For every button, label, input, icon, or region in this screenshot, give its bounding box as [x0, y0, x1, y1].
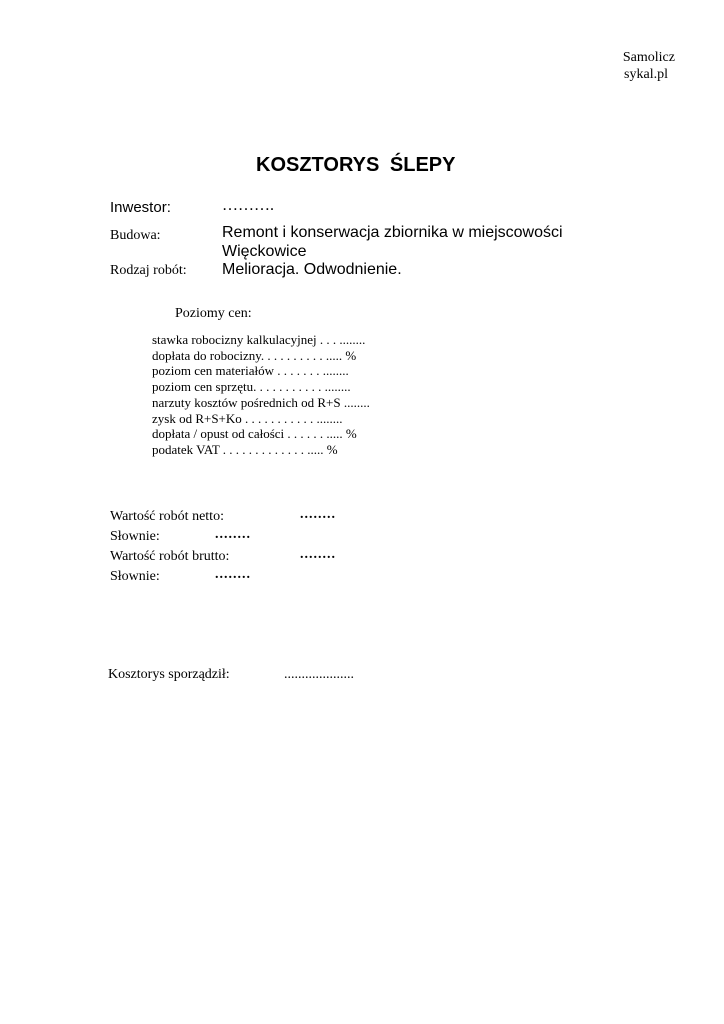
net-value: ........ [300, 507, 336, 522]
price-level-row-labor-rate: stawka robocizny kalkulacyjnej . . . ........ [152, 332, 366, 347]
price-level-row-materials: poziom cen materiałów . . . . . . . ........ [152, 363, 349, 379]
price-levels-list [152, 332, 370, 458]
gross-value: ........ [300, 547, 336, 562]
gross-words-label: Słownie: [110, 569, 160, 584]
header-author: Samolicz [622, 50, 675, 65]
price-level-row-labor-surcharge: dopłata do robocizny. . . . . . . . . . ..... % [152, 347, 357, 363]
construction-value-line2: Więckowice [222, 243, 307, 260]
construction-label: Budowa: [110, 228, 161, 243]
net-words-value: ........ [215, 527, 251, 542]
prepared-by-value: .................... [284, 667, 354, 682]
investor-label: Inwestor: [110, 199, 171, 216]
price-level-row-profit: zysk od R+S+Ko . . . . . . . . . . . ........ [152, 410, 343, 426]
construction-value-line1: Remont i konserwacja zbiornika w miejscowości [222, 224, 563, 241]
work-type-label: Rodzaj robót: [110, 263, 187, 278]
gross-value-label: Wartość robót brutto: [110, 549, 230, 564]
price-level-row-equipment: poziom cen sprzętu. . . . . . . . . . . ........ [152, 379, 351, 395]
price-levels-heading: Poziomy cen: [175, 306, 252, 321]
gross-words-value: ........ [215, 567, 251, 582]
price-level-row-vat: podatek VAT . . . . . . . . . . . . . ..... % [152, 441, 338, 457]
net-words-label: Słownie: [110, 529, 160, 544]
investor-value: ………. [222, 197, 274, 214]
work-type-value: Melioracja. Odwodnienie. [222, 261, 402, 278]
prepared-by-label: Kosztorys sporządził: [108, 667, 230, 682]
price-level-row-overhead: narzuty kosztów pośrednich od R+S ........ [152, 394, 370, 410]
document-title: KOSZTORYS ŚLEPY [256, 154, 456, 176]
price-level-row-discount: dopłata / opust od całości . . . . . . ..... % [152, 426, 357, 442]
header-site: sykal.pl [624, 67, 668, 82]
net-value-label: Wartość robót netto: [110, 509, 224, 524]
